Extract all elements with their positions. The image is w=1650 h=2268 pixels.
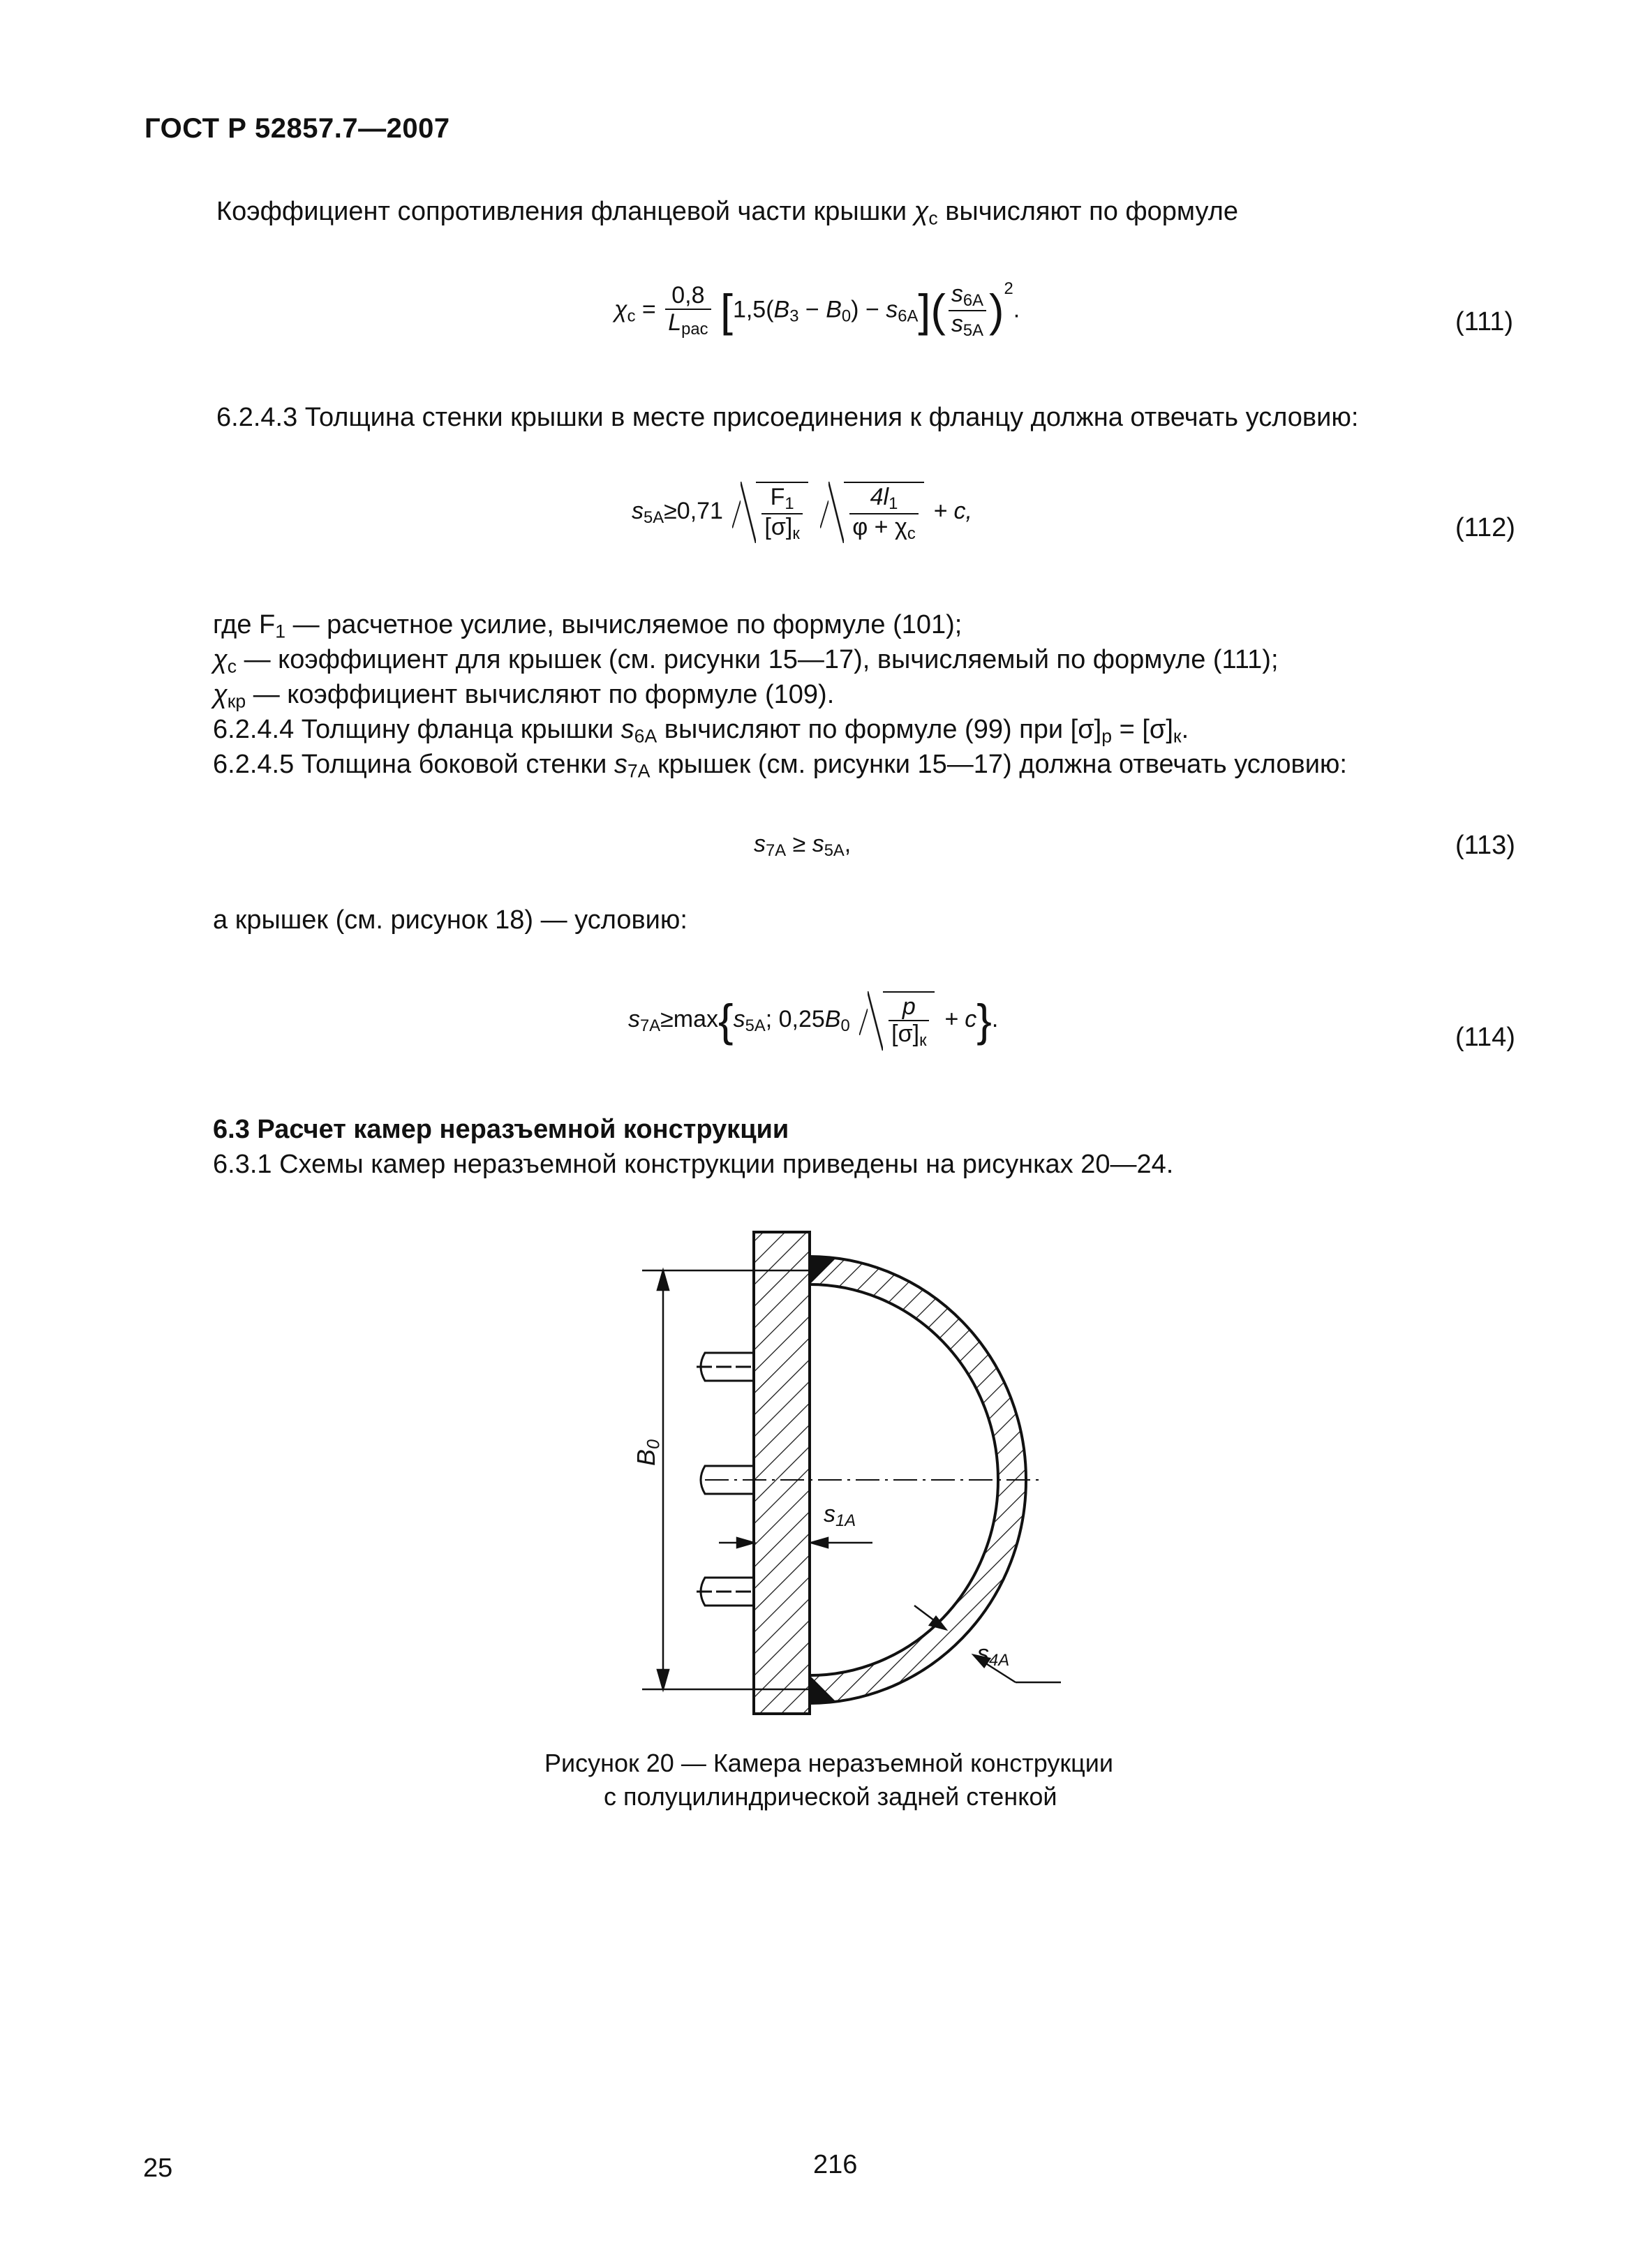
formula-number-111: (111): [1455, 307, 1514, 336]
label-s4A: $s_{4A}$: [977, 1640, 1010, 1670]
where-line-chi-kr: $\chi_{кр}$ — коэффициент вычисляют по формуле (109).: [213, 680, 835, 712]
page-number: 216: [813, 2150, 858, 2179]
paragraph-6-3-1: 6.3.1 Схемы камер неразъемной конструкции приведены на рисунках 20—24.: [213, 1150, 1174, 1179]
footer-left-number: 25: [143, 2154, 173, 2183]
figure-caption-line2: с полуцилиндрической задней стенкой: [604, 1782, 1057, 1811]
figure-caption-line1: Рисунок 20 — Камера неразъемной конструкции: [544, 1749, 1113, 1777]
paragraph-fig18: а крышек (см. рисунок 18) — условию:: [213, 905, 688, 935]
label-s1A: $s_{1A}$: [824, 1501, 856, 1530]
section-heading-6-3: 6.3 Расчет камер неразъемной конструкции: [213, 1115, 789, 1144]
formula-number-112: (112): [1455, 513, 1515, 542]
paragraph-6-2-4-5: 6.2.4.5 Толщина боковой стенки $s_{7A}$ крышек (см. рисунки 15—17) должна отвечать условию:: [213, 750, 1347, 782]
formula-number-114: (114): [1455, 1023, 1515, 1052]
intro-paragraph: Коэффициент сопротивления фланцевой части крышки $\chi_c$ вычисляют по формуле: [216, 197, 1238, 229]
document-header: ГОСТ Р 52857.7—2007: [144, 113, 450, 144]
formula-114: $s_{7A}\ge\max\{s_{5A}$; $0,25B_0$ $\frac{p}{[\sigma]_к}$ + c}.: [628, 991, 998, 1051]
label-B0: $B_0$: [632, 1439, 664, 1466]
formula-number-113: (113): [1455, 831, 1515, 860]
formula-112: $s_{5A}\ge 0,71$ $\frac{F_1}{[\sigma]_к}$ $\frac{4l_1}{\varphi + \chi_c}$ + c,: [632, 482, 972, 543]
paragraph-6-2-4-3: 6.2.4.3 Толщина стенки крышки в месте присоединения к фланцу должна отвечать условию:: [216, 403, 1359, 432]
paragraph-6-2-4-4: 6.2.4.4 Толщину фланца крышки $s_{6A}$ вычисляют по формуле (99) при $[\sigma]_р = [\sigma]_к$.: [213, 715, 1189, 747]
where-line-chi-c: $\chi_c$ — коэффициент для крышек (см. рисунки 15—17), вычисляемый по формуле (111);: [213, 645, 1279, 677]
where-line-f1: где $F_1$ — расчетное усилие, вычисляемое по формуле (101);: [213, 610, 962, 642]
formula-113: $s_{7A} \ge s_{5A}$,: [754, 831, 852, 860]
formula-111: $\chi_c$ = $\frac{0,8}{L_{рас}}$ $[1,5(B_3 - B_0) - s_{6A}]$( $\frac{s_{6A}}{s_{5A}}$ )$^2$.: [614, 279, 1020, 341]
